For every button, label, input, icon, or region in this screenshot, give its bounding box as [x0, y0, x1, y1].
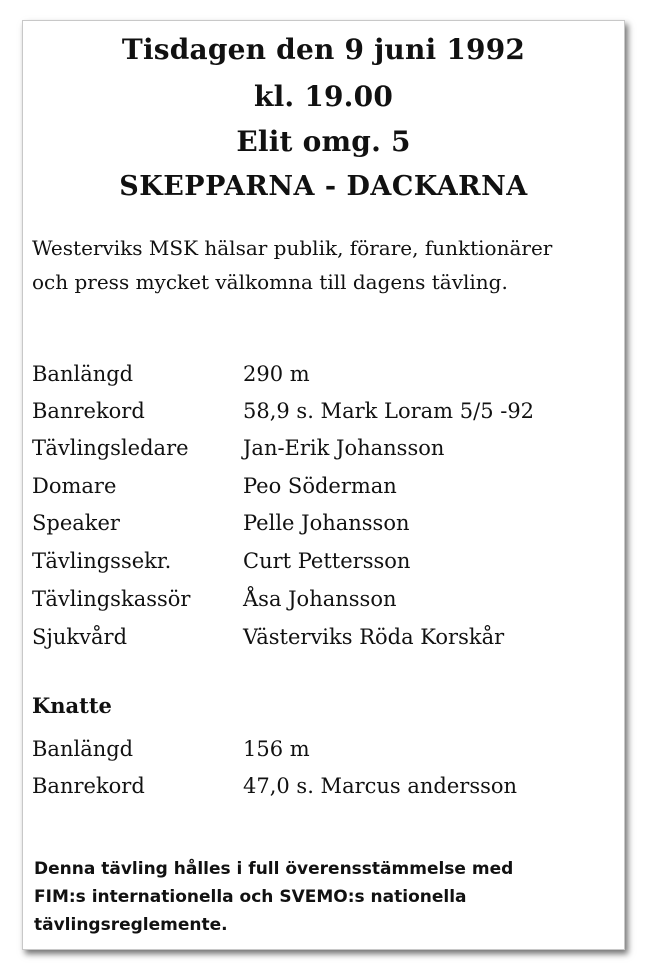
info-value: Pelle Johansson — [243, 511, 410, 535]
regulations-line-3: tävlingsreglemente. — [34, 915, 228, 935]
info-label: Tävlingsledare — [32, 436, 189, 460]
info-value: Jan-Erik Johansson — [243, 436, 445, 460]
event-matchup: SKEPPARNA - DACKARNA — [119, 171, 528, 202]
info-value: Peo Söderman — [243, 474, 397, 498]
info-value: Västerviks Röda Korskår — [243, 625, 505, 649]
info-label: Banrekord — [32, 774, 145, 798]
regulations-line-2: FIM:s internationella och SVEMO:s nationella — [34, 887, 467, 907]
info-value: Åsa Johansson — [243, 587, 397, 611]
info-label: Tävlingskassör — [32, 587, 191, 611]
regulations-note — [34, 855, 614, 939]
info-label: Banlängd — [32, 737, 134, 761]
welcome-line-2: och press mycket välkomna till dagens tävling. — [32, 270, 508, 294]
event-round: Elit omg. 5 — [236, 125, 411, 158]
info-label: Speaker — [32, 511, 120, 535]
event-time: kl. 19.00 — [253, 80, 393, 113]
welcome-line-1: Westerviks MSK hälsar publik, förare, funktionärer — [32, 236, 553, 260]
info-label: Banrekord — [32, 399, 145, 423]
info-label: Tävlingssekr. — [32, 549, 172, 573]
knatte-heading: Knatte — [32, 693, 112, 718]
event-date: Tisdagen den 9 juni 1992 — [121, 33, 526, 66]
program-page — [22, 20, 625, 950]
regulations-line-1: Denna tävling hålles i full överensstämmelse med — [34, 859, 514, 879]
info-value: 58,9 s. Mark Loram 5/5 -92 — [243, 399, 535, 423]
info-label: Domare — [32, 474, 117, 498]
welcome-text — [32, 231, 622, 299]
info-value: 156 m — [243, 737, 310, 761]
info-label: Banlängd — [32, 362, 134, 386]
info-value: 290 m — [243, 362, 310, 386]
info-label: Sjukvård — [32, 625, 128, 649]
info-value: 47,0 s. Marcus andersson — [243, 774, 518, 798]
info-value: Curt Pettersson — [243, 549, 411, 573]
